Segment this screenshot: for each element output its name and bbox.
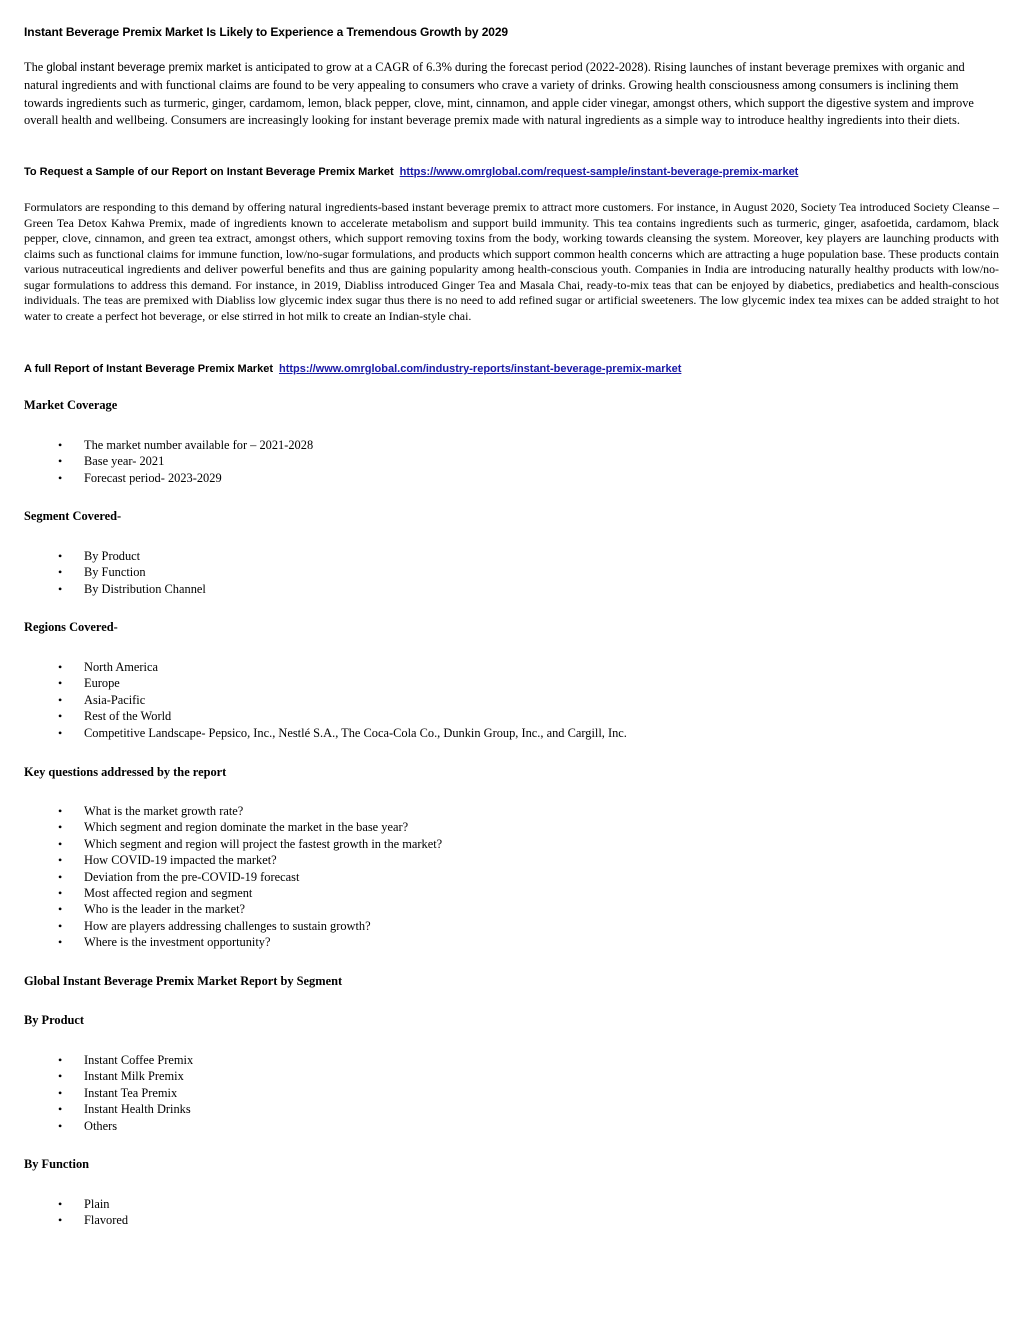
bullet-icon: • bbox=[58, 438, 63, 452]
list-item bbox=[24, 725, 627, 741]
list-item bbox=[24, 437, 313, 453]
bullet-icon: • bbox=[58, 709, 63, 724]
list-item bbox=[24, 918, 442, 934]
key-questions-list bbox=[24, 803, 442, 951]
bullet-icon: • bbox=[58, 581, 63, 596]
list-item-text: Asia-Pacific bbox=[84, 692, 146, 707]
bullet-icon: • bbox=[58, 454, 63, 469]
by-product-heading: By Product bbox=[24, 1013, 85, 1027]
regions-covered-list bbox=[24, 659, 627, 741]
list-item bbox=[24, 836, 442, 852]
sample-request-label: To Request a Sample of our Report on Instant Beverage Premix Market bbox=[24, 166, 394, 178]
list-item bbox=[24, 1118, 193, 1134]
bullet-icon: • bbox=[58, 549, 63, 563]
list-item bbox=[24, 708, 627, 724]
list-item-text: Rest of the World bbox=[84, 709, 172, 724]
list-item-text: Deviation from the pre-COVID-19 forecast bbox=[84, 869, 300, 884]
bullet-icon: • bbox=[58, 1213, 63, 1228]
market-coverage-list bbox=[24, 437, 313, 486]
list-item bbox=[24, 1068, 193, 1084]
full-report-label: A full Report of Instant Beverage Premix Market bbox=[24, 363, 273, 375]
bullet-icon: • bbox=[58, 1197, 63, 1211]
list-item-text: By Function bbox=[84, 565, 146, 580]
list-item-text: Instant Health Drinks bbox=[84, 1102, 191, 1117]
bullet-icon: • bbox=[58, 1085, 63, 1100]
list-item-text: North America bbox=[84, 660, 158, 674]
segment-covered-list bbox=[24, 548, 206, 597]
bullet-icon: • bbox=[58, 853, 63, 868]
list-item-text: Who is the leader in the market? bbox=[84, 902, 246, 917]
list-item-text: By Distribution Channel bbox=[84, 581, 206, 596]
list-item bbox=[24, 453, 313, 469]
intro-paragraph bbox=[24, 59, 986, 130]
list-item bbox=[24, 564, 206, 580]
market-coverage-heading: Market Coverage bbox=[24, 398, 118, 412]
bullet-icon: • bbox=[58, 885, 63, 900]
list-item-text: Forecast period- 2023-2029 bbox=[84, 470, 222, 485]
sample-request-line bbox=[24, 166, 798, 178]
bullet-icon: • bbox=[58, 660, 63, 674]
list-item-text: Instant Tea Premix bbox=[84, 1085, 178, 1100]
sample-request-link[interactable]: https://www.omrglobal.com/request-sample/instant-beverage-premix-market bbox=[399, 166, 799, 178]
intro-highlight: global instant beverage premix market bbox=[46, 62, 242, 74]
list-item-text: Where is the investment opportunity? bbox=[84, 935, 271, 950]
list-item-text: By Product bbox=[84, 549, 141, 563]
bullet-icon: • bbox=[58, 725, 63, 740]
list-item bbox=[24, 470, 313, 486]
segment-covered-heading: Segment Covered- bbox=[24, 509, 122, 523]
list-item-text: How COVID-19 impacted the market? bbox=[84, 853, 277, 868]
list-item bbox=[24, 1085, 193, 1101]
list-item bbox=[24, 803, 442, 819]
list-item-text: Europe bbox=[84, 676, 120, 691]
list-item-text: Which segment and region will project the fastest growth in the market? bbox=[84, 836, 443, 851]
by-function-list bbox=[24, 1196, 128, 1229]
by-function-heading: By Function bbox=[24, 1157, 90, 1171]
list-item-text: Which segment and region dominate the market in the base year? bbox=[84, 820, 409, 835]
list-item-text: The market number available for – 2021-2028 bbox=[84, 438, 314, 452]
list-item-text: Base year- 2021 bbox=[84, 454, 165, 469]
bullet-icon: • bbox=[58, 902, 63, 917]
bullet-icon: • bbox=[58, 692, 63, 707]
bullet-icon: • bbox=[58, 1053, 63, 1067]
list-item-text: Others bbox=[84, 1118, 118, 1133]
list-item bbox=[24, 934, 442, 950]
list-item-text: Competitive Landscape- Pepsico, Inc., Nestlé S.A., The Coca-Cola Co., Dunkin Group, Inc., and Cargill, Inc. bbox=[84, 725, 627, 740]
bullet-icon: • bbox=[58, 565, 63, 580]
bullet-icon: • bbox=[58, 836, 63, 851]
list-item bbox=[24, 1196, 128, 1212]
list-item bbox=[24, 675, 627, 691]
by-product-list bbox=[24, 1052, 193, 1134]
full-report-link[interactable]: https://www.omrglobal.com/industry-reports/instant-beverage-premix-market bbox=[279, 363, 682, 375]
list-item-text: Most affected region and segment bbox=[84, 885, 253, 900]
list-item bbox=[24, 692, 627, 708]
bullet-icon: • bbox=[58, 918, 63, 933]
list-item bbox=[24, 1101, 193, 1117]
list-item bbox=[24, 1212, 128, 1228]
list-item bbox=[24, 869, 442, 885]
bullet-icon: • bbox=[58, 820, 63, 835]
bullet-icon: • bbox=[58, 1102, 63, 1117]
formulators-paragraph: Formulators are responding to this demand by offering natural ingredients-based instant beverage premix to attract more customers. For instance, in August 2020, Society Tea introduced Society Cleanse – Green Tea Detox Kahwa Premix, made of ingredients known to accelerate metabolism and support build immunity. This tea contains ingredients such as turmeric, ginger, asafoetida, cardamom, black pepper, clove, cinnamon, and green tea extract, amongst others, which support removing toxins from the body, working towards cleansing the system. Moreover, key players are launching products with claims such as functional claims for immune function, low/no-sugar formulations, and products which support common health concerns which are attracting a huge population base. These products contain various nutraceutical ingredients and deliver powerful benefits and thus are gaining popularity among health-conscious youth. Companies in India are introducing naturally healthy products with low/no-sugar formulations to address this demand. For instance, in 2019, Diabliss introduced Ginger Tea and Masala Chai, ready-to-mix teas that can be enjoyed by diabetics, prediabetics and health-conscious individuals. The teas are premixed with Diabliss low glycemic index sugar thus there is no need to add refined sugar or artificial sweeteners. The low glycemic index tea mixes can be added straight to hot water to create a perfect hot beverage, or else stirred in hot milk to create an Indian-style chai. bbox=[24, 200, 999, 323]
bullet-icon: • bbox=[58, 676, 63, 691]
full-report-line bbox=[24, 363, 681, 375]
list-item-text: How are players addressing challenges to sustain growth? bbox=[84, 918, 371, 933]
list-item bbox=[24, 548, 206, 564]
list-item bbox=[24, 852, 442, 868]
list-item bbox=[24, 901, 442, 917]
list-item bbox=[24, 1052, 193, 1068]
regions-covered-heading: Regions Covered- bbox=[24, 620, 118, 634]
list-item bbox=[24, 659, 627, 675]
key-questions-heading: Key questions addressed by the report bbox=[24, 765, 227, 779]
bullet-icon: • bbox=[58, 804, 63, 818]
bullet-icon: • bbox=[58, 1118, 63, 1133]
list-item bbox=[24, 885, 442, 901]
bullet-icon: • bbox=[58, 1069, 63, 1084]
bullet-icon: • bbox=[58, 935, 63, 950]
list-item bbox=[24, 819, 442, 835]
intro-prefix: The bbox=[24, 60, 47, 74]
list-item-text: Flavored bbox=[84, 1213, 129, 1228]
list-item-text: Plain bbox=[84, 1197, 110, 1211]
document-title: Instant Beverage Premix Market Is Likely to Experience a Tremendous Growth by 2029 bbox=[24, 25, 508, 39]
list-item bbox=[24, 581, 206, 597]
bullet-icon: • bbox=[58, 869, 63, 884]
bullet-icon: • bbox=[58, 470, 63, 485]
list-item-text: Instant Milk Premix bbox=[84, 1069, 184, 1084]
list-item-text: Instant Coffee Premix bbox=[84, 1053, 194, 1067]
segment-report-heading: Global Instant Beverage Premix Market Report by Segment bbox=[24, 974, 343, 988]
list-item-text: What is the market growth rate? bbox=[84, 804, 244, 818]
intro-rest: is anticipated to grow at a CAGR of 6.3% during the forecast period (2022-2028). Rising launches of instant beverage premixes with organic and natural ingredients and with functional claims are found to be very appealing to consumers who crave a variety of drinks. Growing health consciousness among consumers is inclining them towards ingredients such as turmeric, ginger, cardamom, lemon, black pepper, clove, mint, cinnamon, and apple cider vinegar, amongst others, which support the digestive system and improve overall health and wellbeing. Consumers are increasingly looking for instant beverage premix made with natural ingredients as a simple way to introduce healthy ingredients into their diets. bbox=[24, 60, 974, 128]
